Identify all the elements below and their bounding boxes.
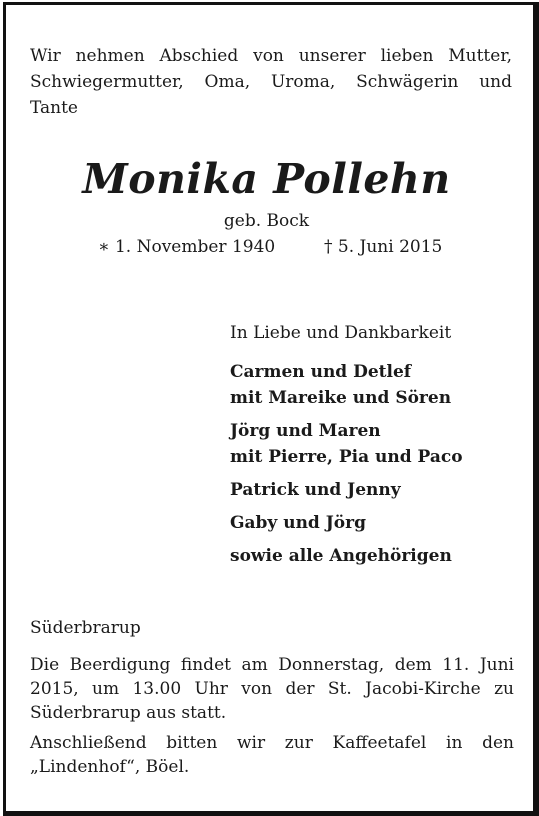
family-line: mit Mareike und Sören [230, 388, 452, 408]
deceased-name: Monika Pollehn [82, 155, 451, 203]
intro-line: Tante [30, 98, 78, 118]
family-line: Carmen und Detlef [230, 362, 412, 382]
family-group [230, 359, 463, 411]
family-group [230, 477, 463, 503]
funeral-text [30, 653, 514, 725]
intro-text [30, 43, 512, 121]
family-line: Patrick und Jenny [230, 480, 401, 500]
family-group [230, 510, 463, 536]
family-list [230, 359, 463, 576]
town-name: Süderbrarup [30, 618, 141, 638]
coffee-text [30, 731, 514, 779]
coffee-line: Anschließend bitten wir zur Kaffeetafel in den [30, 733, 514, 753]
family-line: sowie alle Angehörigen [230, 546, 452, 566]
death-date: † 5. Juni 2015 [324, 237, 443, 257]
thanks-line: In Liebe und Dankbarkeit [230, 323, 452, 343]
family-group [230, 418, 463, 470]
intro-line: Wir nehmen Abschied von unserer lieben Mutter, [30, 46, 512, 66]
birth-date: ∗ 1. November 1940 [98, 237, 276, 257]
funeral-line: Die Beerdigung findet am Donnerstag, dem 11. Juni [30, 655, 514, 675]
family-line: Gaby und Jörg [230, 513, 366, 533]
funeral-line: 2015, um 13.00 Uhr von der St. Jacobi-Kirche zu [30, 679, 514, 699]
family-line: mit Pierre, Pia und Paco [230, 447, 463, 467]
family-group [230, 543, 463, 569]
obituary-notice [3, 2, 539, 816]
birth-name: geb. Bock [223, 211, 310, 231]
family-line: Jörg und Maren [230, 421, 381, 441]
intro-line: Schwiegermutter, Oma, Uroma, Schwägerin und [30, 72, 512, 92]
coffee-line: „Lindenhof“, Böel. [30, 757, 190, 777]
funeral-line: Süderbrarup aus statt. [30, 703, 227, 723]
